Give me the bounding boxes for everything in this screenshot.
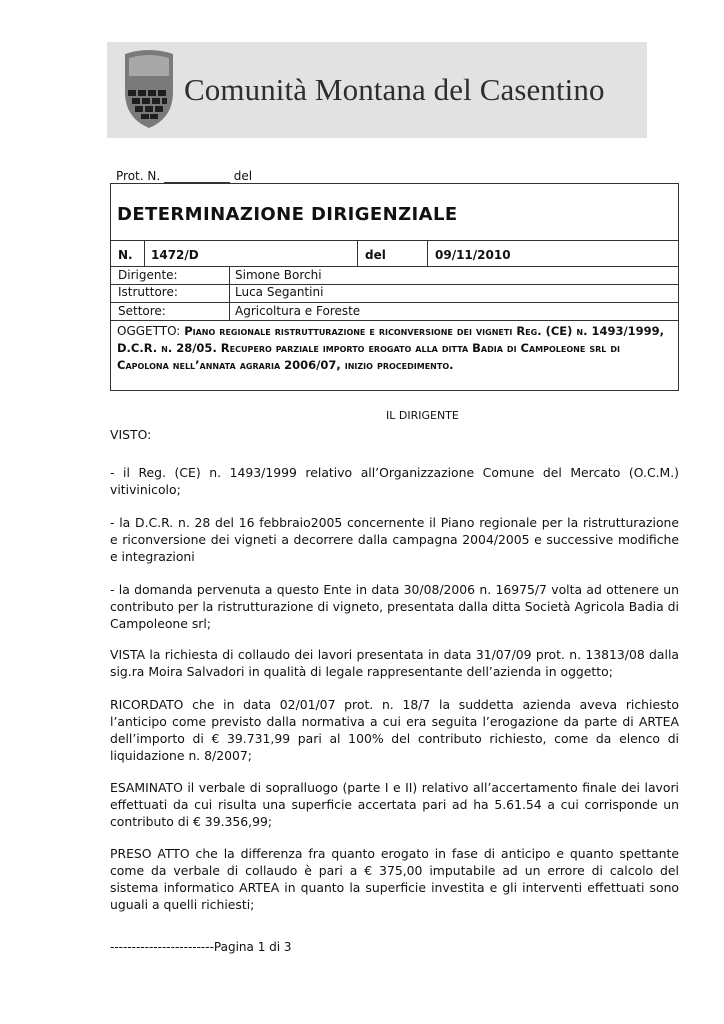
subject-block bbox=[117, 323, 675, 374]
subject-label: OGGETTO: bbox=[117, 324, 181, 338]
divider bbox=[111, 266, 678, 267]
org-name: Comunità Montana del Casentino bbox=[184, 72, 605, 107]
paragraph-preso-atto: PRESO ATTO che la differenza fra quanto erogato in fase di anticipo e quanto spettante come da verbale di collaudo è pari a € 375,00 imputabile ad un errore di calcolo del sistema informatico ARTEA in quanto la superficie investita e gli interventi effettuati sono uguali a quelli richiesti; bbox=[110, 846, 679, 912]
paragraph-dcr: - la D.C.R. n. 28 del 16 febbraio2005 concernente il Piano regionale per la ristrutturazione e riconversione dei vigneti a decorrere dalla campagna 2004/2005 e successive modifiche e integrazioni bbox=[110, 515, 679, 564]
istruttore-value: Luca Segantini bbox=[235, 285, 324, 299]
divider bbox=[229, 284, 230, 302]
document-title: DETERMINAZIONE DIRIGENZIALE bbox=[117, 204, 458, 225]
divider bbox=[427, 240, 428, 266]
paragraph-domanda: - la domanda pervenuta a questo Ente in data 30/08/2006 n. 16975/7 volta ad ottenere un contributo per la ristrutturazione di vigneto, presentata dalla ditta Società Agricola Badia di Campoleone srl; bbox=[110, 582, 679, 631]
divider bbox=[111, 302, 678, 303]
page-footer: ------------------------Pagina 1 di 3 bbox=[110, 940, 292, 954]
divider bbox=[229, 302, 230, 320]
number-value: 1472/D bbox=[151, 248, 199, 262]
settore-label: Settore: bbox=[118, 304, 166, 318]
header-logo-banner bbox=[107, 42, 647, 138]
paragraph-esaminato: ESAMINATO il verbale di sopralluogo (parte I e II) relativo all’accertamento finale dei lavori effettuati da cui risulta una superficie accertata pari ad ha 5.61.54 a cui corrisponde un contributo di € 39.356,99; bbox=[110, 780, 679, 829]
divider bbox=[229, 266, 230, 284]
visto-heading: VISTO: bbox=[110, 427, 152, 442]
paragraph-reg-ce: - il Reg. (CE) n. 1493/1999 relativo all’Organizzazione Comune del Mercato (O.C.M.) vitivinicolo; bbox=[110, 465, 679, 497]
number-label: N. bbox=[118, 248, 133, 262]
date-label: del bbox=[365, 248, 386, 262]
paragraph-vista: VISTA la richiesta di collaudo dei lavori presentata in data 31/07/09 prot. n. 13813/08 dalla sig.ra Moira Salvadori in qualità di legale rappresentante dell’azienda in oggetto; bbox=[110, 647, 679, 679]
paragraph-ricordato: RICORDATO che in data 02/01/07 prot. n. 18/7 la suddetta azienda aveva richiesto l’anticipo come previsto dalla normativa a cui era seguita l’erogazione da parte di ARTEA dell’importo di € 39.731,99 pari al 100% del contributo richiesto, come da elenco di liquidazione n. 8/2007; bbox=[110, 697, 679, 763]
settore-value: Agricoltura e Foreste bbox=[235, 304, 361, 318]
subject-text: Piano regionale ristrutturazione e riconversione dei vigneti Reg. (CE) n. 1493/1999, D.C.R. n. 28/05. Recupero parziale importo erogato alla ditta Badia di Campoleone srl di Capolona nell’annata agraria 2006/07, inizio procedimento. bbox=[117, 324, 665, 372]
coat-of-arms-icon bbox=[119, 48, 179, 130]
protocol-line: Prot. N. ___________ del bbox=[116, 169, 253, 183]
dirigente-value: Simone Borchi bbox=[235, 268, 322, 282]
date-value: 09/11/2010 bbox=[435, 248, 511, 262]
divider bbox=[357, 240, 358, 266]
divider bbox=[111, 284, 678, 285]
divider bbox=[144, 240, 145, 266]
determination-box bbox=[110, 183, 679, 391]
section-heading: IL DIRIGENTE bbox=[386, 409, 459, 422]
dirigente-label: Dirigente: bbox=[118, 268, 178, 282]
divider bbox=[111, 240, 678, 241]
divider bbox=[111, 320, 678, 321]
istruttore-label: Istruttore: bbox=[118, 285, 178, 299]
